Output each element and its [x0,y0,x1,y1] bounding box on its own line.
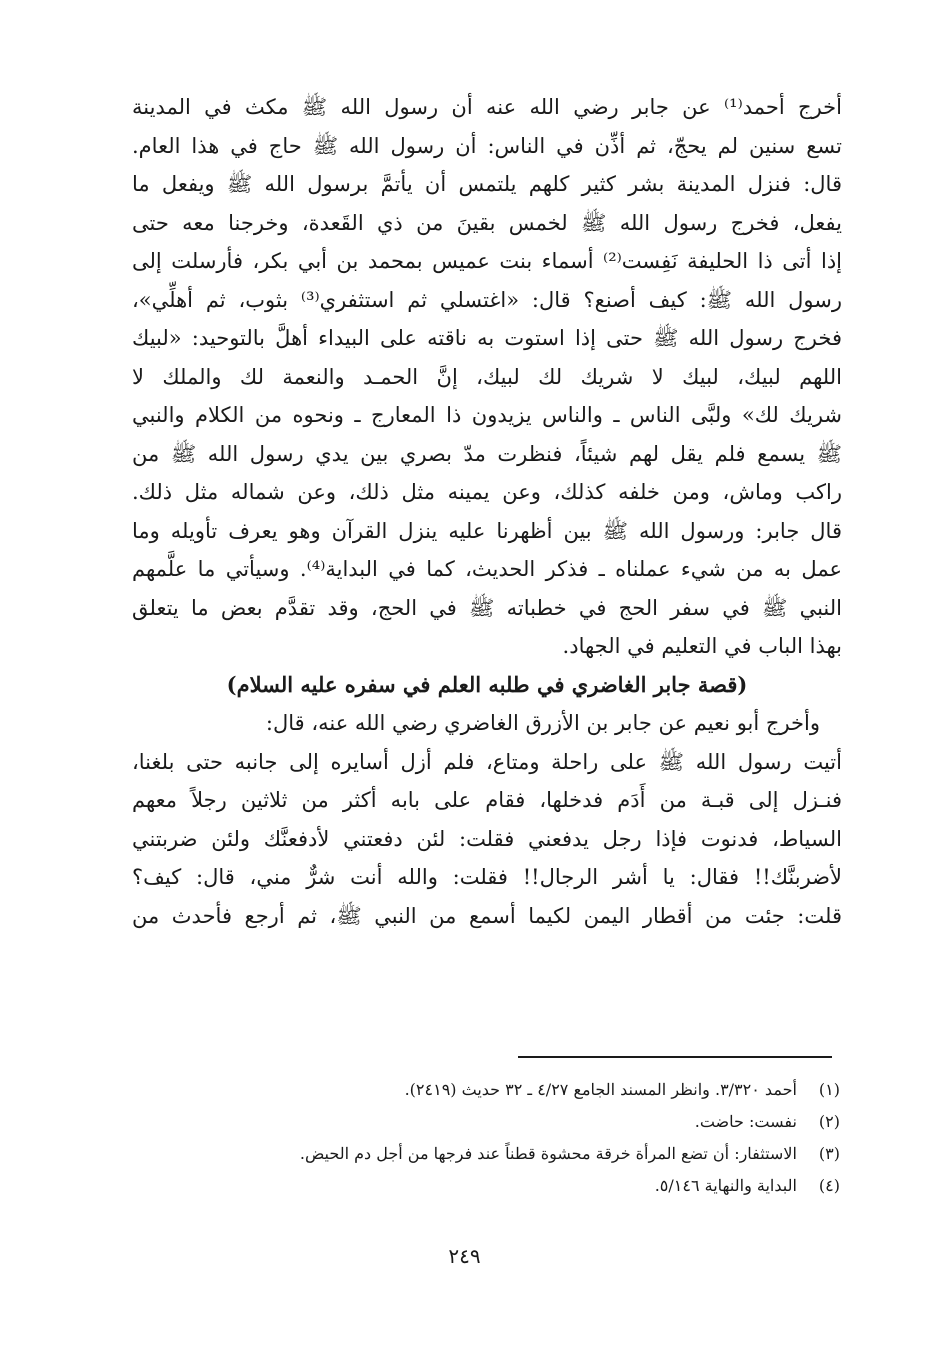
text-line: اللهم لبيك، لبيك لا شريك لك لبيك، إنَّ الحمـد والنعمة لك والملك لا [132,364,842,389]
text-line: فنـزل إلى قبـة من أَدَم فدخلها، فقام على بابه أكثر من ثلاثين رجلاً معهم [132,788,842,812]
footnote-text: أحمد ٣/٣٢٠. وانظر المسند الجامع ٤/٢٧ ـ ٣٢ حديث (٢٤١٩). [404,1080,797,1099]
text-line: راكب وماش، ومن خلفه كذلك، وعن يمينه مثل ذلك، وعن شماله مثل ذلك. [132,480,842,504]
text-line: قال: فنزل المدينة بشر كثير كلهم يلتمس أن يأتمَّ برسول الله ﷺ ويفعل ما [132,172,842,196]
text-line: رسول الله ﷺ: كيف أصنع؟ قال: «اغتسلي ثم استثفري⁽³⁾ بثوب، ثم أهلِّي»، [132,287,842,312]
text-line: يفعل، فخرج رسول الله ﷺ لخمس بقينَ من ذي القَعدة، وخرجنا معه حتى [132,210,842,235]
text-line: لأضربنَّك!! فقال: يا أشر الرجال!! فقلت: والله أنت شرٌّ مني، قال: كيف؟ [132,865,842,889]
footnote-number: (٣) [818,1144,840,1163]
text-line: شريك لك» ولبَّى الناس ـ والناس يزيدون ذا المعارج ـ ونحوه من الكلام والنبي [132,403,842,427]
text-line: تسع سنين لم يحجّ، ثم أذِّن في الناس: أن رسول الله ﷺ حاج في هذا العام. [132,133,842,158]
footnote-item [150,1106,840,1138]
page-number: ٢٤٩ [448,1244,481,1268]
main-text-block [132,88,842,935]
text-line: السياط، فدنوت فإذا رجل يدفعني فقلت: لئن دفعتني لأدفعنَّك ولئن ضربتني [132,826,842,851]
footnote-item [150,1074,840,1106]
text-line: النبي ﷺ في سفر الحج في خطباته ﷺ في الحج، وقد تقدَّم بعض ما يتعلق [132,595,842,620]
footnote-number: (٤) [818,1176,840,1195]
footnote-text: البداية والنهاية ٥/١٤٦. [654,1176,797,1195]
text-line: وأخرج أبو نعيم عن جابر بن الأزرق الغاضري رضي الله عنه، قال: [265,711,820,735]
footnote-item [150,1138,840,1170]
text-line: قال جابر: ورسول الله ﷺ بين أظهرنا عليه ينزل القرآن وهو يعرف تأويله وما [132,518,842,543]
footnotes [150,1074,840,1202]
text-line: بهذا الباب في التعليم في الجهاد. [562,634,842,658]
text-line: عمل به من شيء عملناه ـ فذكر الحديث، كما في البداية⁽⁴⁾. وسيأتي ما علَّمهم [132,557,842,581]
text-line: أخرج أحمد⁽¹⁾ عن جابر رضي الله عنه أن رسول الله ﷺ مكث في المدينة [132,95,842,119]
footnote-text: نفست: حاضت. [694,1112,797,1131]
footnote-text: الاستثفار: أن تضع المرأة خرقة محشوة قطناً عند فرجها من أجل دم الحيض. [299,1144,797,1163]
text-line: فخرج رسول الله ﷺ حتى إذا استوت به ناقته على البيداء أهلَّ بالتوحيد: «لبيك [132,326,842,350]
footnote-number: (١) [818,1080,840,1099]
footnote-divider [518,1056,832,1058]
section-heading: (قصة جابر الغاضري في طلبه العلم في سفره عليه السلام) [226,671,748,697]
text-line: إذا أتى ذا الحليفة نَفِست⁽²⁾ أسماء بنت عميس بمحمد بن أبي بكر، فأرسلت إلى [132,249,842,273]
footnote-item [150,1170,840,1202]
footnote-number: (٢) [818,1112,840,1131]
text-line: قلت: جئت من أقطار اليمن لكيما أسمع من النبي ﷺ، ثم أرجع فأحدث من [132,903,842,928]
text-line: ﷺ يسمع فلم يقل لهم شيئاً، فنظرت مدّ بصري بين يدي رسول الله ﷺ من [132,441,842,466]
text-line: أتيت رسول الله ﷺ على راحلة ومتاع، فلم أزل أسايره إلى جانبه حتى بلغنا، [132,749,842,774]
